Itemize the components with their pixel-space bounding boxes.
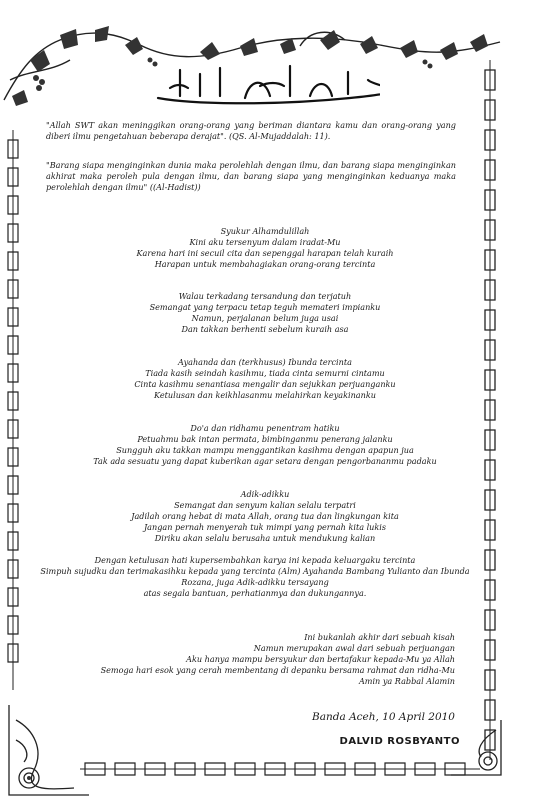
bismillah-calligraphy-icon (150, 58, 380, 110)
stanza-line: Jadilah orang hebat di mata Allah, orang tua dan lingkungan kita (131, 511, 399, 521)
stanza-line: Adik-adikku (240, 489, 290, 499)
stanza-line: Tiada kasih seindah kasihmu, tiada cinta semurni cintamu (145, 368, 385, 378)
stanza-line: Semangat yang terpacu tetap teguh memateri impianku (149, 302, 381, 312)
stanza-1 (60, 226, 470, 270)
stanza-line: Tak ada sesuatu yang dapat kuberikan agar setara dengan pengorbananmu padaku (93, 456, 437, 466)
stanza-line: Semoga hari esok yang cerah membentang di depanku bersama rahmat dan ridha-Mu (100, 665, 455, 675)
chain-border-bottom-icon (80, 760, 480, 778)
stanza-line: Cinta kasihmu senantiasa mengalir dan sejukkan perjuanganku (134, 379, 396, 389)
corner-ornament-left-icon (4, 700, 94, 800)
stanza-line: Kini aku tersenyum dalam iradat-Mu (189, 237, 341, 247)
stanza-line: Harapan untuk membahagiakan orang-orang tercinta (154, 259, 376, 269)
stanza-line: Aku hanya mampu bersyukur dan bertafakur kepada-Mu ya Allah (186, 654, 455, 664)
stanza-line: Diriku akan selalu berusaha untuk mendukung kalian (154, 533, 376, 543)
place-date: Banda Aceh, 10 April 2010 (312, 711, 455, 723)
stanza-line: Ayahanda dan (terkhusus) Ibunda tercinta (178, 357, 352, 367)
quran-quote: "Allah SWT akan meninggikan orang-orang yang beriman diantara kamu dan orang-orang yang diberi ilmu pengetahuan beberapa derajat". (QS. Al-Mujaddalah: 11). (46, 120, 456, 141)
stanza-line: Simpuh sujudku dan terimakasihku kepada yang tercinta (Alm) Ayahanda Bambang Yulianto dan Ibunda Rozana, juga Adik-adikku tersayang (40, 566, 470, 587)
stanza-line: Jangan pernah menyerah tuk mimpi yang pernah kita lukis (143, 522, 387, 532)
dedication-paragraph (40, 555, 470, 599)
corner-ornament-right-icon (446, 715, 506, 780)
stanza-line: Dan takkan berhenti sebelum kuraih asa (181, 324, 349, 334)
stanza-line: Amin ya Rabbal Alamin (358, 676, 455, 686)
stanza-line: Semangat dan senyum kalian selalu terpatri (174, 500, 356, 510)
author-name: DALVID ROSBYANTO (339, 736, 460, 747)
stanza-4 (60, 423, 470, 467)
stanza-5 (60, 489, 470, 544)
stanza-line: Dengan ketulusan hati kupersembahkan karya ini kepada keluargaku tercinta (94, 555, 416, 565)
stanza-line: Ini bukanlah akhir dari sebuah kisah (304, 632, 455, 642)
stanza-line: Karena hari ini secuil cita dan sepenggal harapan telah kuraih (136, 248, 394, 258)
stanza-2 (60, 291, 470, 335)
stanza-3 (60, 357, 470, 401)
stanza-line: Petuahmu bak intan permata, bimbinganmu penerang jalanku (137, 434, 393, 444)
stanza-line: Ketulusan dan keikhlasanmu melahirkan keyakinanku (154, 390, 376, 400)
stanza-line: Syukur Alhamdulillah (220, 226, 310, 236)
stanza-line: Sungguh aku takkan mampu menggantikan kasihmu dengan apapun jua (116, 445, 414, 455)
hadith-quote: "Barang siapa menginginkan dunia maka perolehlah dengan ilmu, dan barang siapa menginginkan akhirat maka peroleh pula dengan ilmu, dan barang siapa yang menginginkan keduanya maka perolehlah dengan ilmu" ((Al-Hadist)) (46, 160, 456, 192)
stanza-line: Namun merupakan awal dari sebuah perjuangan (253, 643, 455, 653)
closing-stanza (90, 632, 455, 687)
stanza-line: atas segala bantuan, perhatianmya dan dukungannya. (143, 588, 367, 598)
stanza-line: Walau terkadang tersandung dan terjatuh (178, 291, 352, 301)
stanza-line: Namun, perjalanan belum juga usai (191, 313, 339, 323)
chain-border-left-icon (6, 130, 20, 690)
chain-border-right-icon (482, 60, 498, 760)
stanza-line: Do'a dan ridhamu penentram hatiku (190, 423, 340, 433)
